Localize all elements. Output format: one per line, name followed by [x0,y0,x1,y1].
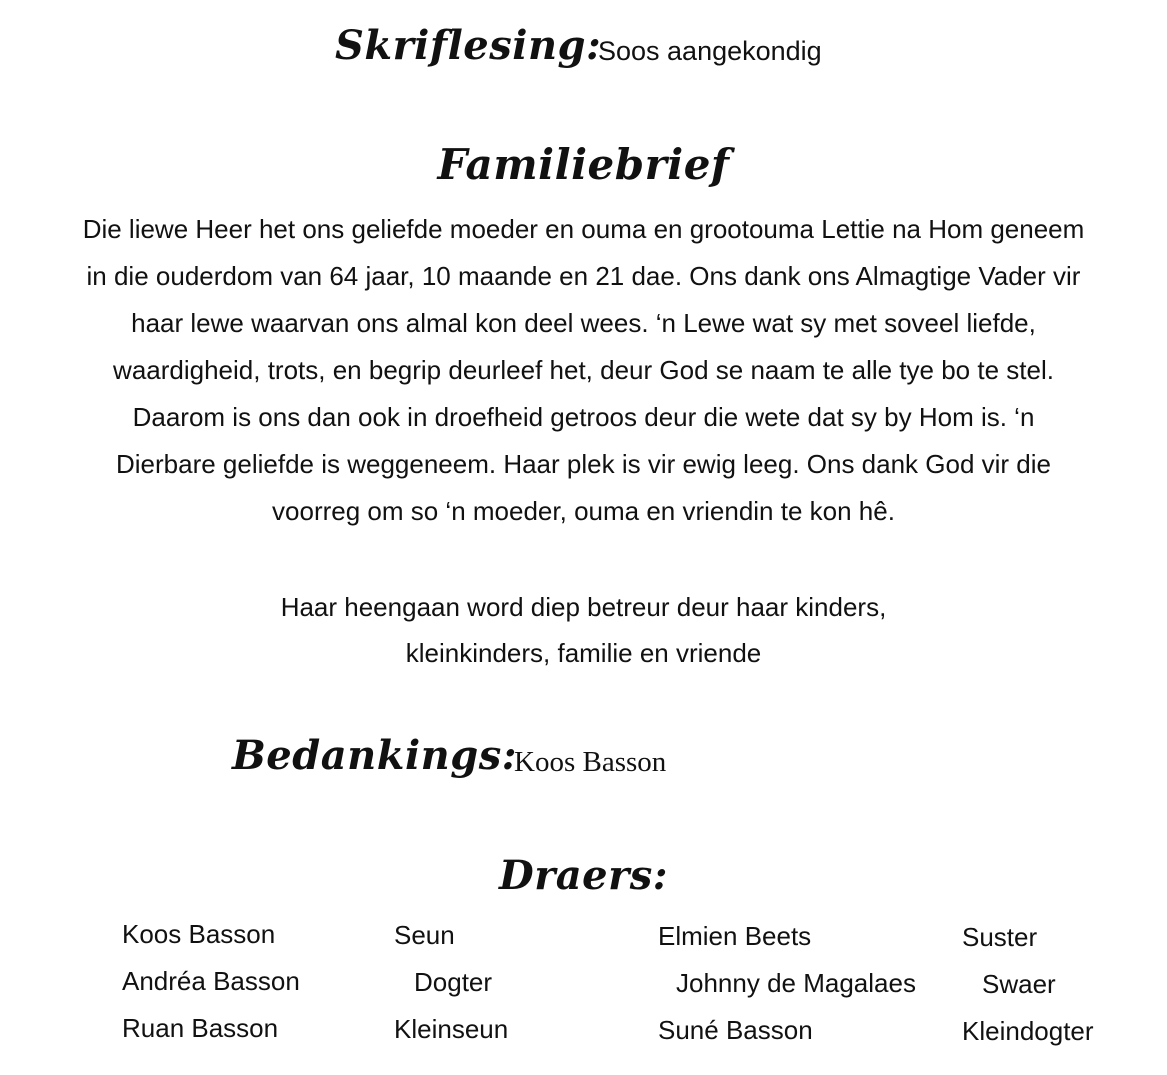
letter-line: haar lewe waarvan ons almal kon deel wees. ‘n Lewe wat sy met soveel liefde, [131,308,1036,338]
mourning-text [0,584,1167,676]
scripture-heading: Skriflesing: [335,22,602,69]
letter-line: in die ouderdom van 64 jaar, 10 maande en 21 dae. Ons dank ons Almagtige Vader vir [86,261,1081,291]
bearer-relation: Dogter [414,967,493,997]
letter-heading: Familiebrief [437,140,730,189]
bearer-name: Elmien Beets [658,921,812,951]
bearer-relation: Seun [394,920,455,950]
letter-line: Daarom is ons dan ook in droefheid getroos deur die wete dat sy by Hom is. ‘n [132,402,1035,432]
bearer-name: Suné Basson [658,1015,813,1045]
bearers-heading: Draers: [499,852,668,899]
bearer-relation: Swaer [982,969,1056,999]
letter-line: voorreg om so ‘n moeder, ouma en vriendin te kon hê. [272,496,895,526]
mourning-line: Haar heengaan word diep betreur deur haar kinders, [280,592,887,622]
bearer-name: Koos Basson [122,919,276,949]
mourning-line: kleinkinders, familie en vriende [405,638,762,668]
letter-line: Dierbare geliefde is weggeneem. Haar plek is vir ewig leeg. Ons dank God vir die [115,449,1052,479]
letter-body [0,206,1167,535]
thanks-value: Koos Basson [514,746,667,778]
scripture-value: Soos aangekondig [598,36,822,66]
bearer-relation: Suster [962,922,1038,952]
bearer-name: Ruan Basson [122,1013,279,1043]
bearer-name: Johnny de Magalaes [676,968,916,998]
bearer-name: Andréa Basson [122,966,300,996]
bearer-relation: Kleinseun [394,1014,509,1044]
letter-line: Die liewe Heer het ons geliefde moeder en ouma en grootouma Lettie na Hom geneem [82,214,1085,244]
thanks-heading: Bedankings: [232,732,517,779]
letter-line: waardigheid, trots, en begrip deurleef het, deur God se naam te alle tye bo te stel. [113,355,1054,385]
bearer-relation: Kleindogter [962,1016,1094,1046]
